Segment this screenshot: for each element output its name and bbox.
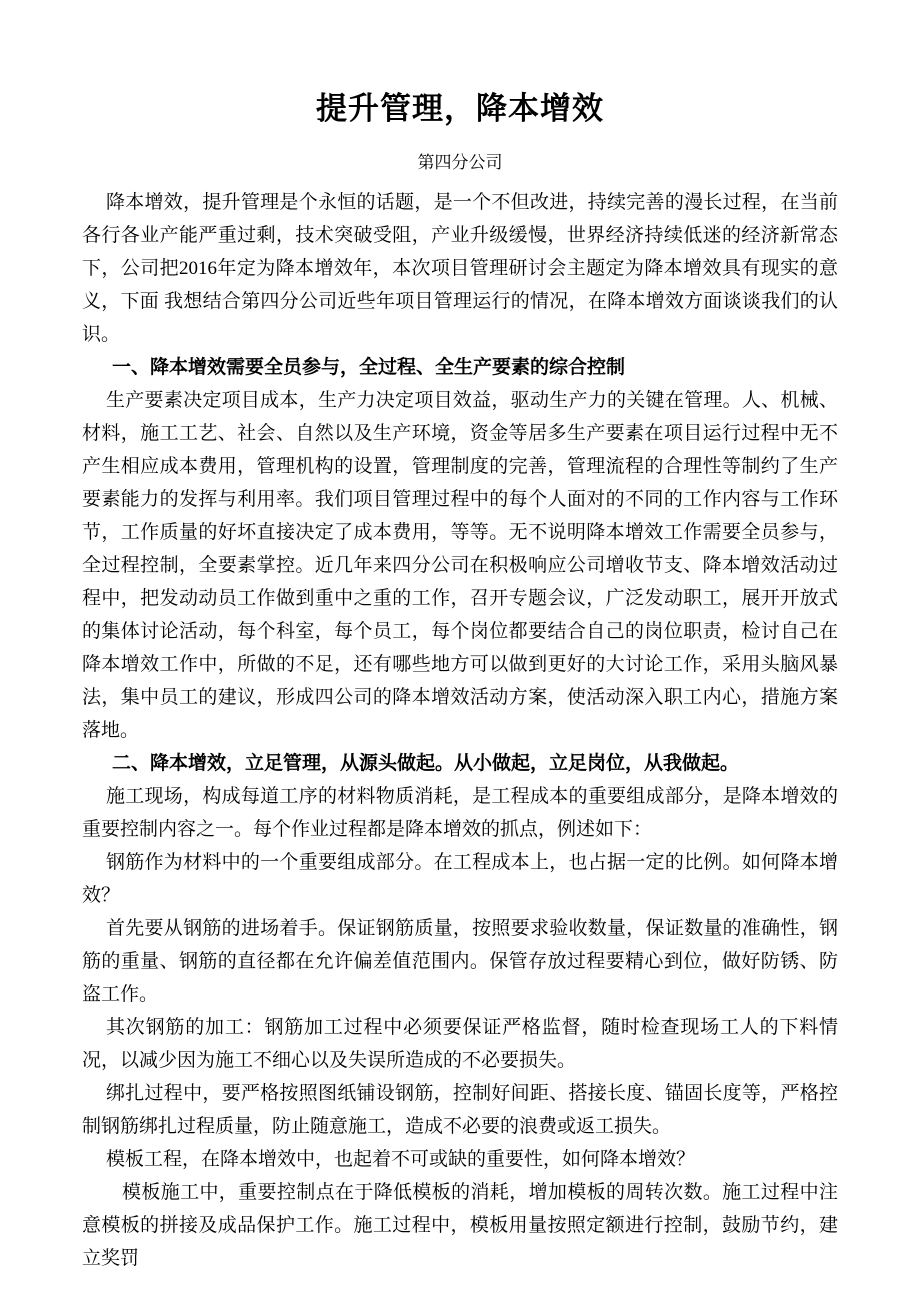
section-heading: 二、降本增效，立足管理，从源头做起。从小做起，立足岗位，从我做起。 xyxy=(112,753,740,774)
section-heading: 一、降本增效需要全员参与，全过程、全生产要素的综合控制 xyxy=(112,357,626,378)
paragraph: 降本增效，提升管理是个永恒的话题，是一个不但改进，持续完善的漫长过程，在当前各行各业产能严重过剩，技术突破受阻，产业升级缓慢，世界经济持续低迷的经济新常态下，公司把2016年定为降本增效年，本次项目管理研讨会主题定为降本增效具有现实的意义，下面 我想结合第四分公司近些年项目管理运行的情况，在降本增效方面谈谈我们的认识。 xyxy=(82,192,838,345)
paragraph: 模板工程，在降本增效中，也起着不可或缺的重要性，如何降本增效？ xyxy=(106,1149,696,1170)
document-body xyxy=(82,186,838,1275)
paragraph: 生产要素决定项目成本，生产力决定项目效益，驱动生产力的关键在管理。人、机械、材料，施工工艺、社会、自然以及生产环境，资金等居多生产要素在项目运行过程中无不产生相应成本费用，管理机构的设置，管理制度的完善，管理流程的合理性等制约了生产要素能力的发挥与利用率。我们项目管理过程中的每个人面对的不同的工作内容与工作环节，工作质量的好坏直接决定了成本费用，等等。无不说明降本增效工作需要全员参与，全过程控制，全要素掌控。近几年来四分公司在积极响应公司增收节支、降本增效活动过程中，把发动动员工作做到重中之重的工作，召开专题会议，广泛发动职工，展开开放式的集体讨论活动，每个科室，每个员工，每个岗位都要结合自己的岗位职责，检讨自己在降本增效工作中，所做的不足，还有哪些地方可以做到更好的大讨论工作，采用头脑风暴法，集中员工的建议，形成四公司的降本增效活动方案，使活动深入职工内心，措施方案落地。 xyxy=(82,390,838,741)
paragraph: 钢筋作为材料中的一个重要组成部分。在工程成本上，也占据一定的比例。如何降本增效？ xyxy=(82,852,838,906)
paragraph: 绑扎过程中，要严格按照图纸铺设钢筋，控制好间距、搭接长度、锚固长度等，严格控制钢筋绑扎过程质量，防止随意施工，造成不必要的浪费或返工损失。 xyxy=(82,1083,838,1137)
paragraph: 模板施工中，重要控制点在于降低模板的消耗，增加模板的周转次数。施工过程中注意模板的拼接及成品保护工作。施工过程中，模板用量按照定额进行控制，鼓励节约，建立奖罚 xyxy=(82,1182,838,1269)
paragraph: 首先要从钢筋的进场着手。保证钢筋质量，按照要求验收数量，保证数量的准确性，钢筋的重量、钢筋的直径都在允许偏差值范围内。保管存放过程要精心到位，做好防锈、防盗工作。 xyxy=(82,918,838,1005)
document-title: 提升管理，降本增效 xyxy=(316,91,604,126)
document-subtitle: 第四分公司 xyxy=(417,153,503,172)
paragraph: 施工现场，构成每道工序的材料物质消耗，是工程成本的重要组成部分，是降本增效的重要控制内容之一。每个作业过程都是降本增效的抓点，例述如下： xyxy=(82,786,838,840)
paragraph: 其次钢筋的加工：钢筋加工过程中必须要保证严格监督，随时检查现场工人的下料情况，以减少因为施工不细心以及失误所造成的不必要损失。 xyxy=(82,1017,838,1071)
